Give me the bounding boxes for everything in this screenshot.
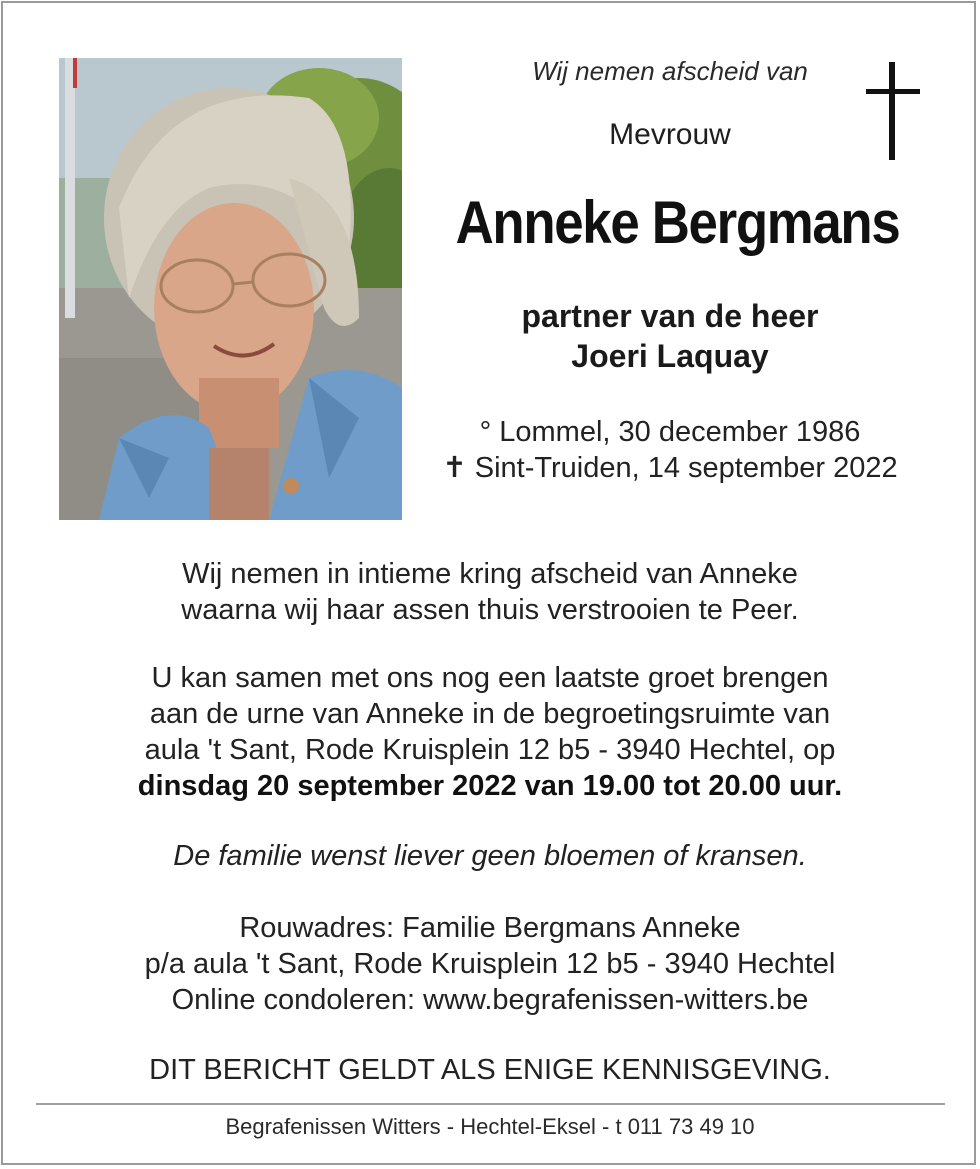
latin-cross-icon bbox=[862, 62, 924, 160]
portrait-photo bbox=[59, 58, 402, 520]
paragraph-line: Wij nemen in intieme kring afscheid van Anneke bbox=[182, 558, 798, 590]
flowers-note: De familie wenst liever geen bloemen of kransen. bbox=[173, 840, 807, 872]
visitation-datetime: dinsdag 20 september 2022 van 19.00 tot 20.00 uur. bbox=[137, 770, 843, 802]
visitation-paragraph bbox=[40, 660, 940, 804]
notice-statement: DIT BERICHT GELDT ALS ENIGE KENNISGEVING. bbox=[149, 1054, 831, 1086]
death-date: ✝ Sint-Truiden, 14 september 2022 bbox=[442, 452, 898, 484]
deceased-name: Anneke Bergmans bbox=[455, 189, 900, 256]
farewell-paragraph bbox=[40, 556, 940, 628]
mourning-address bbox=[40, 910, 940, 1018]
condolence-link: Online condoleren: www.begrafenissen-witters.be bbox=[171, 984, 809, 1016]
intro-text: Wij nemen afscheid van bbox=[532, 56, 808, 86]
partner-line: partner van de heer bbox=[521, 298, 819, 334]
footer-divider bbox=[36, 1103, 945, 1105]
footer-funeral-home: Begrafenissen Witters - Hechtel-Eksel - t 011 73 49 10 bbox=[225, 1114, 755, 1139]
birth-date: ° Lommel, 30 december 1986 bbox=[479, 416, 861, 448]
paragraph-line: aan de urne van Anneke in de begroetingsruimte van bbox=[149, 698, 831, 730]
partner-name: Joeri Laquay bbox=[571, 338, 769, 374]
paragraph-line: U kan samen met ons nog een laatste groet brengen bbox=[151, 662, 829, 694]
paragraph-line: Rouwadres: Familie Bergmans Anneke bbox=[239, 912, 741, 944]
paragraph-line: waarna wij haar assen thuis verstrooien te Peer. bbox=[181, 594, 799, 626]
paragraph-line: p/a aula 't Sant, Rode Kruisplein 12 b5 - 3940 Hechtel bbox=[144, 948, 836, 980]
partner-block bbox=[440, 296, 900, 376]
life-dates bbox=[420, 414, 920, 486]
honorific-title: Mevrouw bbox=[609, 118, 731, 151]
paragraph-line: aula 't Sant, Rode Kruisplein 12 b5 - 3940 Hechtel, op bbox=[144, 734, 836, 766]
